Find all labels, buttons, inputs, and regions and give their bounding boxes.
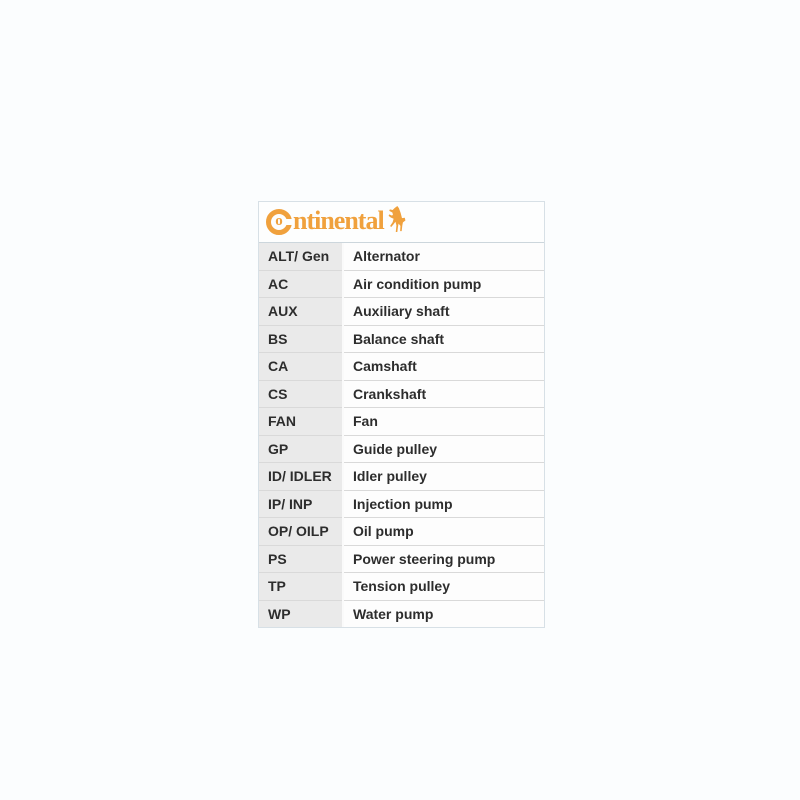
logo-c-ring xyxy=(266,209,292,235)
abbr-cell: GP xyxy=(259,435,343,463)
meaning-cell: Tension pulley xyxy=(343,573,544,601)
abbr-cell: ID/ IDLER xyxy=(259,463,343,491)
abbreviation-legend-panel xyxy=(258,201,545,628)
table-row xyxy=(259,325,544,353)
legend-table xyxy=(259,243,544,627)
abbr-cell: ALT/ Gen xyxy=(259,243,343,270)
table-row xyxy=(259,573,544,601)
meaning-cell: Balance shaft xyxy=(343,325,544,353)
table-row xyxy=(259,380,544,408)
meaning-cell: Air condition pump xyxy=(343,270,544,298)
brand-header-row xyxy=(259,202,544,243)
abbr-cell: BS xyxy=(259,325,343,353)
table-row xyxy=(259,243,544,270)
abbr-cell: OP/ OILP xyxy=(259,518,343,546)
table-row xyxy=(259,298,544,326)
meaning-cell: Idler pulley xyxy=(343,463,544,491)
meaning-cell: Oil pump xyxy=(343,518,544,546)
table-row xyxy=(259,518,544,546)
rearing-horse-icon xyxy=(388,205,407,233)
abbr-cell: CA xyxy=(259,353,343,381)
table-row xyxy=(259,490,544,518)
abbr-cell: AUX xyxy=(259,298,343,326)
table-row xyxy=(259,600,544,627)
logo-wordmark-rest: ntinental xyxy=(293,205,384,235)
abbr-cell: TP xyxy=(259,573,343,601)
meaning-cell: Auxiliary shaft xyxy=(343,298,544,326)
table-row xyxy=(259,435,544,463)
meaning-cell: Power steering pump xyxy=(343,545,544,573)
abbr-cell: FAN xyxy=(259,408,343,436)
logo-letter-o: o xyxy=(275,213,283,229)
meaning-cell: Guide pulley xyxy=(343,435,544,463)
meaning-cell: Water pump xyxy=(343,600,544,627)
meaning-cell: Fan xyxy=(343,408,544,436)
meaning-cell: Alternator xyxy=(343,243,544,270)
abbr-cell: IP/ INP xyxy=(259,490,343,518)
table-row xyxy=(259,463,544,491)
table-row xyxy=(259,545,544,573)
table-row xyxy=(259,353,544,381)
continental-logo xyxy=(266,205,406,237)
abbr-cell: AC xyxy=(259,270,343,298)
abbr-cell: WP xyxy=(259,600,343,627)
abbr-cell: PS xyxy=(259,545,343,573)
meaning-cell: Camshaft xyxy=(343,353,544,381)
abbr-cell: CS xyxy=(259,380,343,408)
meaning-cell: Crankshaft xyxy=(343,380,544,408)
meaning-cell: Injection pump xyxy=(343,490,544,518)
table-row xyxy=(259,408,544,436)
table-row xyxy=(259,270,544,298)
